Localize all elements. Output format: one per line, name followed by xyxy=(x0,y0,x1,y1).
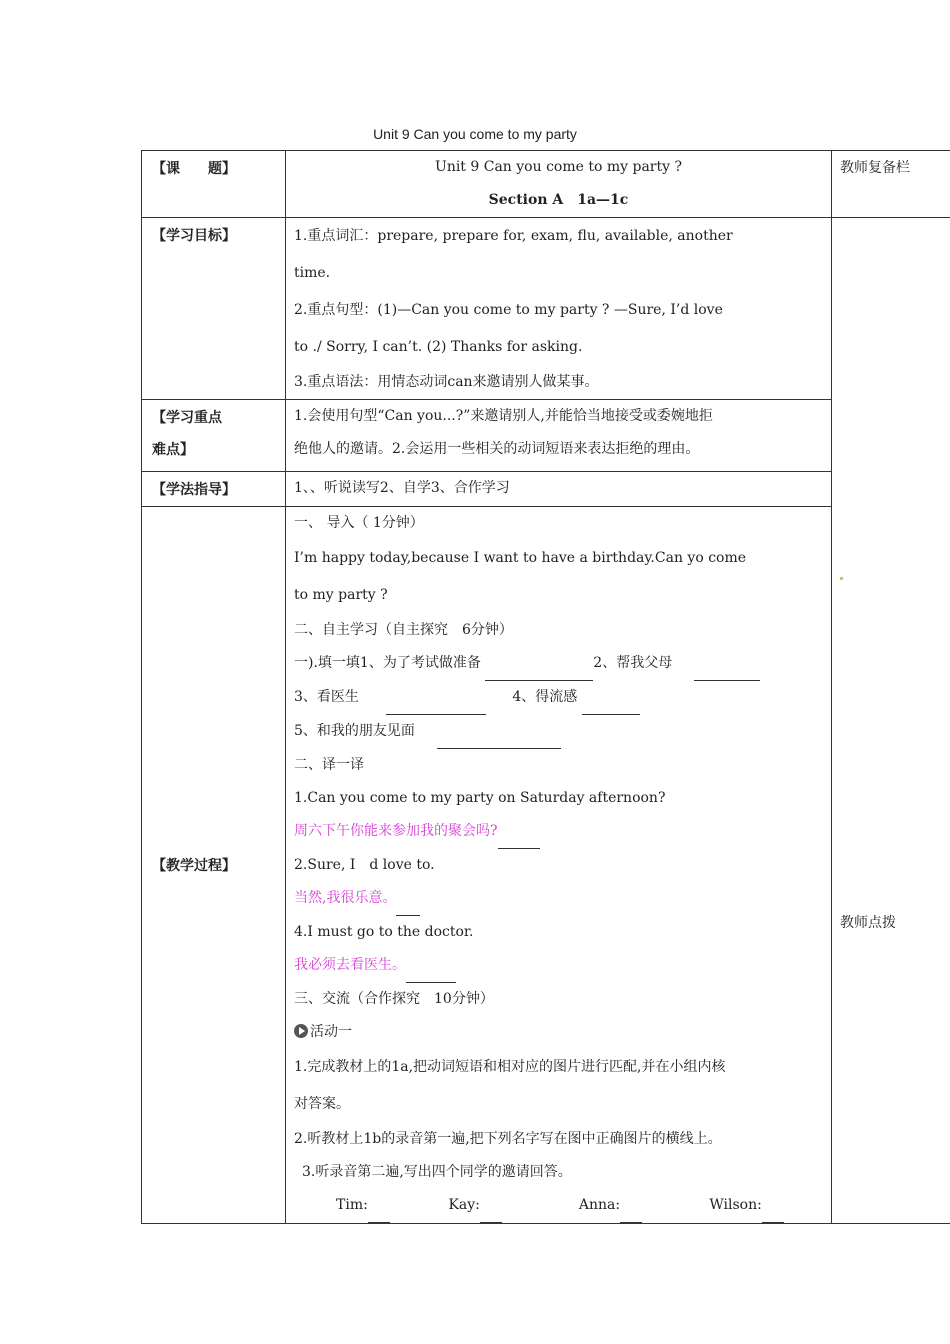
activity-step-1-cont: 对答案。 xyxy=(294,1096,350,1112)
intro-heading: 一、 导入（ 1分钟） xyxy=(294,515,424,531)
label-method: 【学法指导】 xyxy=(142,472,286,507)
goals-content xyxy=(286,218,832,400)
label-focus: 【学习重点 难点】 xyxy=(142,400,286,472)
translate-q1: 1.Can you come to my party on Saturday afternoon? xyxy=(294,790,666,806)
translate-heading: 二、译一译 xyxy=(294,757,364,773)
name-kay: Kay: xyxy=(448,1189,574,1223)
document-title: Unit 9 Can you come to my party xyxy=(373,126,577,142)
translate-a2: 当然,我很乐意。 xyxy=(294,882,823,916)
method-text: 1、、听说读写2、自学3、合作学习 xyxy=(294,480,510,496)
name-tim: Tim: xyxy=(336,1189,444,1223)
lesson-section: Section A 1a—1c xyxy=(488,192,629,208)
label-goals: 【学习目标】 xyxy=(142,218,286,400)
goal-vocab-cont: time. xyxy=(294,265,331,281)
names-row xyxy=(294,1189,823,1223)
blank-2[interactable] xyxy=(694,647,760,681)
translate-q3: 4.I must go to the doctor. xyxy=(294,924,474,940)
fill-line-3: 5、和我的朋友见面 xyxy=(294,715,823,749)
translate-q2: 2.Sure, I d love to. xyxy=(294,857,435,873)
exchange-heading: 三、交流（合作探究 10分钟） xyxy=(294,991,494,1007)
blank-4[interactable] xyxy=(582,681,640,715)
label-process: 【教学过程】 xyxy=(142,507,286,1224)
lesson-title: Unit 9 Can you come to my party ? xyxy=(435,159,682,175)
process-content xyxy=(286,507,832,1224)
lesson-plan-table xyxy=(141,150,950,1224)
translate-a3: 我必须去看医生。 xyxy=(294,949,823,983)
fill-line-1: 一).填一填1、为了考试做准备 2、帮我父母 xyxy=(294,647,823,681)
focus-line-1: 1.会使用句型“Can you...?”来邀请别人,并能恰当地接受或委婉地拒 xyxy=(294,408,713,424)
fill-line-2: 3、看医生 4、得流感 xyxy=(294,681,823,715)
goal-vocab: 1.重点词汇：prepare, prepare for, exam, flu, available, another xyxy=(294,228,733,244)
goal-sentence: 2.重点句型：(1)—Can you come to my party ? —Sure, I’d love xyxy=(294,302,723,318)
activity-step-1: 1.完成教材上的1a,把动词短语和相对应的图片进行匹配,并在小组内核 xyxy=(294,1059,726,1075)
blank-5[interactable] xyxy=(437,715,561,749)
teacher-tips-label: 教师点拨 xyxy=(840,915,896,931)
name-wilson: Wilson: xyxy=(709,1189,783,1223)
label-topic: 【课 题】 xyxy=(142,151,286,218)
teacher-notes-column xyxy=(832,218,950,1224)
teacher-review-column-label: 教师复备栏 xyxy=(832,151,950,218)
method-content xyxy=(286,472,832,507)
goal-sentence-cont: to ./ Sorry, I can’t. (2) Thanks for asking. xyxy=(294,339,583,355)
row-process xyxy=(142,507,950,1224)
row-method xyxy=(142,472,950,507)
row-goals xyxy=(142,218,950,400)
activity-step-3: 3.听录音第二遍,写出四个同学的邀请回答。 xyxy=(302,1164,572,1180)
topic-content xyxy=(286,151,832,218)
focus-content xyxy=(286,400,832,472)
goal-grammar: 3.重点语法：用情态动词can来邀请别人做某事。 xyxy=(294,374,599,390)
self-study-heading: 二、自主学习（自主探究 6分钟） xyxy=(294,622,513,638)
intro-line-2: to my party ? xyxy=(294,587,388,603)
blank-3[interactable] xyxy=(386,681,486,715)
play-circle-icon xyxy=(294,1024,308,1038)
row-topic xyxy=(142,151,950,218)
stray-mark xyxy=(840,577,843,580)
intro-line-1: I’m happy today,because I want to have a birthday.Can yo come xyxy=(294,550,747,566)
activity-one: 活动一 xyxy=(294,1016,823,1049)
focus-line-2: 绝他人的邀请。2.会运用一些相关的动词短语来表达拒绝的理由。 xyxy=(294,441,700,457)
row-focus xyxy=(142,400,950,472)
activity-step-2: 2.听教材上1b的录音第一遍,把下列名字写在图中正确图片的横线上。 xyxy=(294,1131,722,1147)
blank-1[interactable] xyxy=(485,647,593,681)
name-anna: Anna: xyxy=(579,1189,705,1223)
translate-a1: 周六下午你能来参加我的聚会吗? xyxy=(294,815,823,849)
